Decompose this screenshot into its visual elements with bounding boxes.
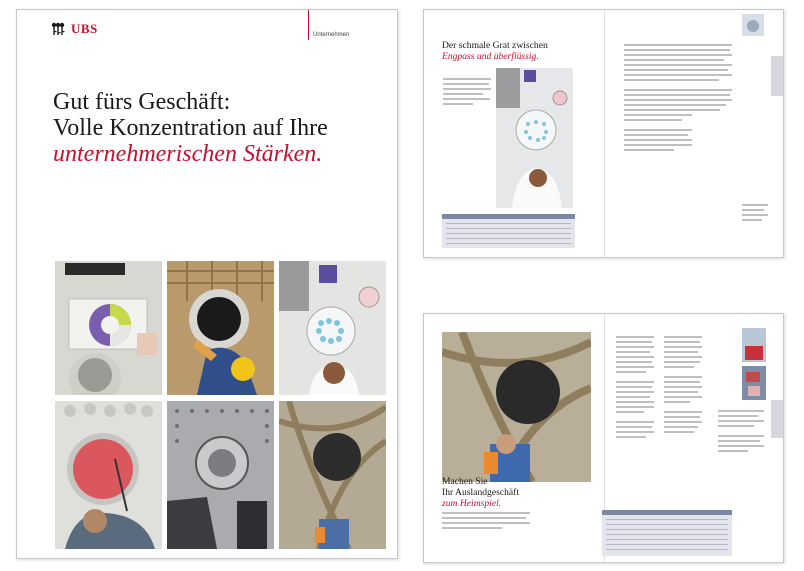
spread2-section-tab	[771, 400, 784, 438]
spread1-lab-photo	[496, 68, 573, 208]
photo-worker-manhole	[167, 261, 274, 395]
spread-1	[423, 9, 784, 258]
spread1-text-column-2	[664, 44, 734, 111]
spread-2	[423, 313, 784, 563]
spread1-sidebar-notes	[742, 204, 770, 221]
spread2-title-line-3: zum Heimspiel.	[442, 498, 502, 509]
spread2-title-line-1: Machen Sie	[442, 476, 488, 487]
spread2-thumbnail-2	[742, 366, 766, 400]
spread2-intro-text	[442, 512, 532, 529]
photo-rope-ball	[279, 401, 386, 549]
headline-line-3: unternehmerischen Stärken.	[53, 141, 323, 167]
spread2-text-column-2	[664, 336, 704, 433]
headline-line-1: Gut fürs Geschäft:	[53, 89, 231, 115]
spread1-title	[442, 40, 548, 62]
cover-photo-grid	[55, 261, 386, 549]
section-label: Unternehmen	[313, 32, 350, 38]
spread2-title	[442, 476, 519, 509]
photo-red-bowl	[55, 401, 162, 549]
cover-page	[16, 9, 398, 559]
spread1-thumbnail	[742, 14, 764, 36]
spread1-section-tab	[771, 56, 784, 96]
spread1-side-text	[443, 78, 493, 105]
spread1-title-line-2: Engpass und überflüssig.	[442, 51, 539, 62]
spread1-info-table	[442, 214, 575, 248]
spread2-text-column-1	[616, 336, 656, 438]
spread2-rope-photo	[442, 332, 591, 482]
ubs-logo	[49, 21, 98, 37]
photo-metal-plate	[167, 401, 274, 549]
spread1-title-line-1: Der schmale Grat zwischen	[442, 40, 548, 51]
photo-desk-chart	[55, 261, 162, 395]
headline-line-2: Volle Konzentration auf Ihre	[53, 115, 328, 141]
brand-name: UBS	[71, 21, 98, 36]
section-rule	[308, 10, 309, 40]
spread-fold	[604, 10, 605, 258]
spread2-sidebar-notes	[718, 410, 766, 452]
spread2-title-line-2: Ihr Auslandgeschäft	[442, 487, 519, 498]
photo-lab-samples	[279, 261, 386, 395]
spread2-thumbnail-1	[742, 328, 766, 362]
keys-icon	[49, 22, 67, 36]
cover-headline	[53, 89, 328, 167]
spread2-info-table	[602, 510, 732, 556]
